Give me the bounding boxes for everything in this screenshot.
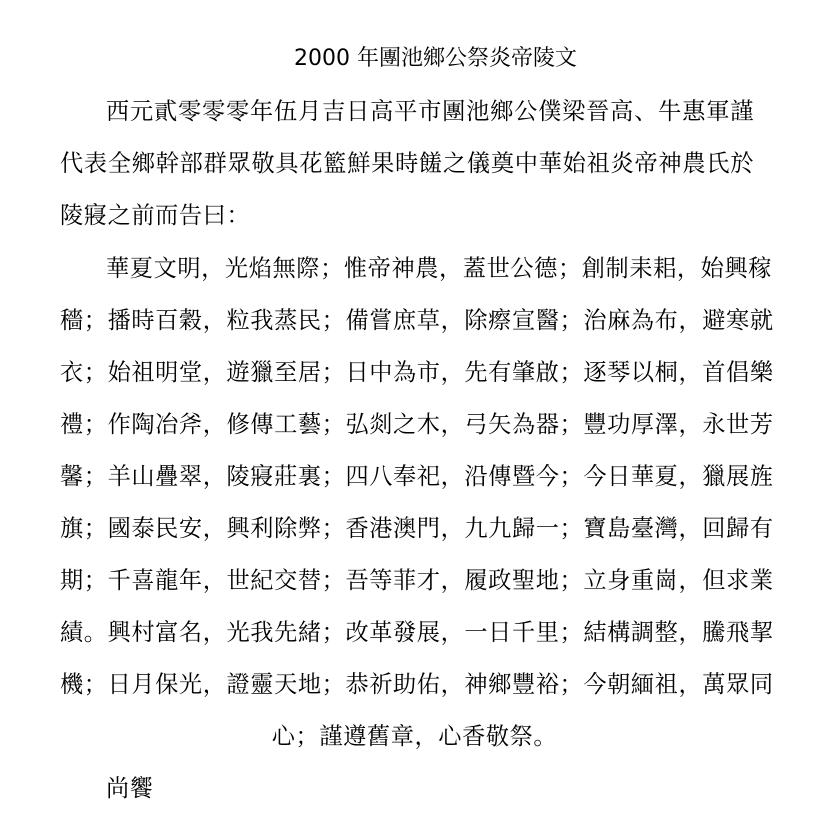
- verse-line-8: 績。興村富名，光我先緒；改革發展，一日千里；結構調整，騰飛挈: [60, 619, 774, 646]
- verse-line-3: 衣；始祖明堂，遊獵至居；日中為市，先有肇啟；逐琴以桐，首倡樂: [60, 359, 774, 386]
- closing-line: 尚饗: [106, 775, 154, 802]
- verse-line-4: 禮；作陶冶斧，修傳工藝；弘剡之木，弓矢為器；豐功厚澤，永世芳: [60, 411, 774, 438]
- verse-line-5: 馨；羊山疊翠，陵寢莊裏；四八奉祀，沿傳暨今；今日華夏，獵展旌: [60, 463, 774, 490]
- document-title: 2000 年團池鄉公祭炎帝陵文: [294, 46, 577, 71]
- preface-line-2: 代表全鄉幹部群眾敬具花籃鮮果時饈之儀奠中華始祖炎帝神農氏於: [60, 150, 754, 177]
- verse-final-line: 心；謹遵舊章，心香敬祭。: [271, 723, 558, 750]
- preface-line-3: 陵寢之前而告曰：: [60, 202, 251, 229]
- verse-line-6: 旗；國泰民安，興利除弊；香港澳門，九九歸一；寶島臺灣，回歸有: [60, 515, 774, 542]
- verse-line-9: 機；日月保光，證靈天地；恭祈助佑，神鄉豐裕；今朝緬祖，萬眾同: [60, 671, 774, 698]
- verse-line-1: 華夏文明，光焰無際；惟帝神農，蓋世公德；創制耒耜，始興稼: [106, 255, 773, 282]
- verse-line-7: 期；千喜龍年，世紀交替；吾等菲才，履政聖地；立身重崗，但求業: [60, 567, 774, 594]
- preface-line-1: 西元貳零零零年伍月吉日高平市團池鄉公僕梁晉高、牛惠軍謹: [106, 98, 754, 125]
- verse-line-2: 穡；播時百穀，粒我蒸民；備嘗庶草，除瘵宣醫；治麻為布，避寒就: [60, 307, 774, 334]
